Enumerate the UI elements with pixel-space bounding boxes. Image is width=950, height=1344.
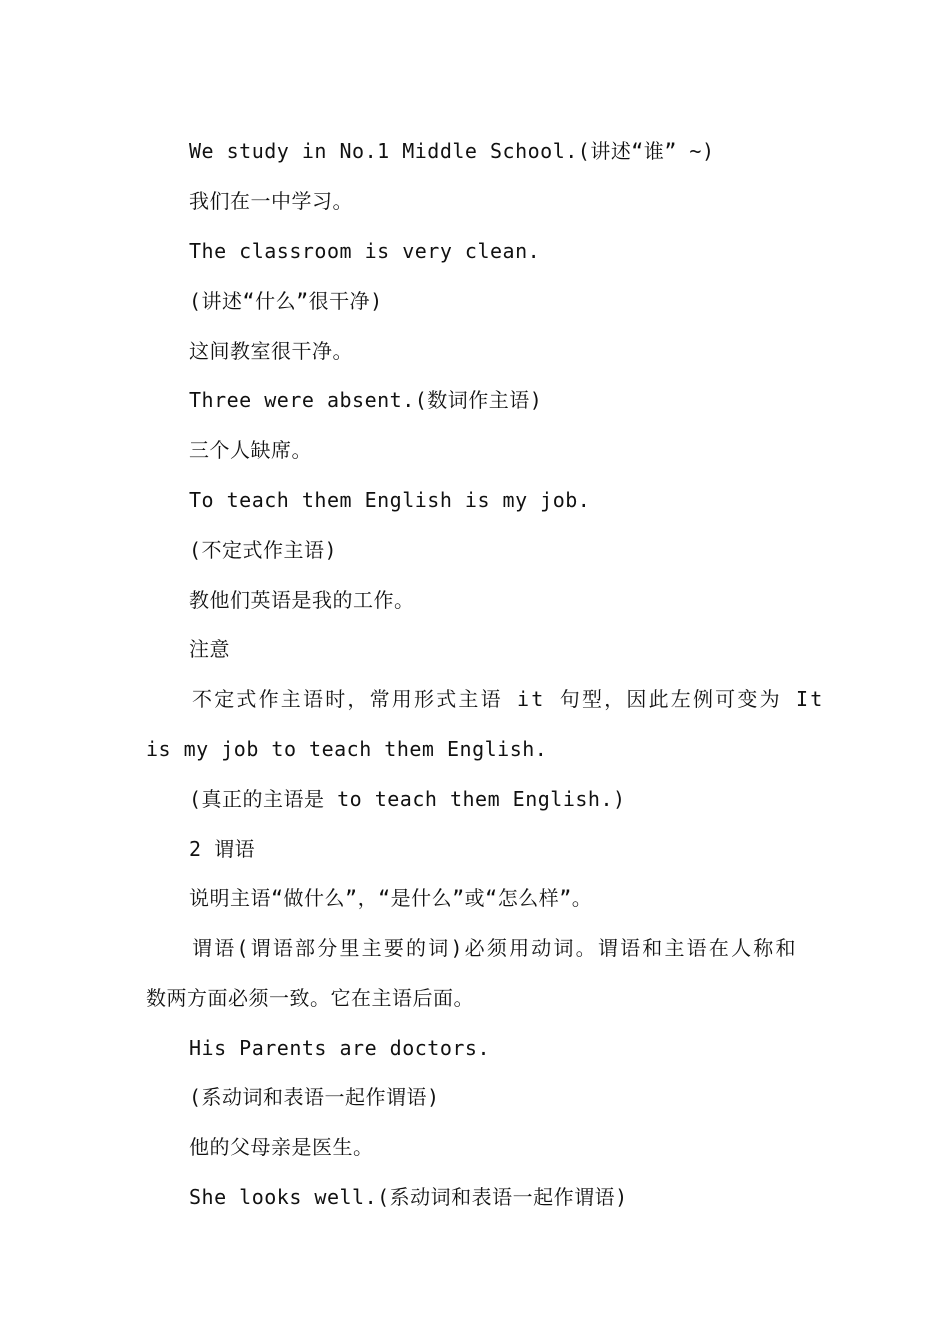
text-line: is my job to teach them English. [146, 737, 548, 761]
text-line: 数两方面必须一致。它在主语后面。 [146, 986, 474, 1010]
text-line: Three were absent.(数词作主语) [189, 388, 543, 412]
text-line: 不定式作主语时，常用形式主语 it 句型，因此左例可变为 It [192, 687, 825, 711]
text-line: 这间教室很干净。 [189, 339, 353, 363]
text-line: 说明主语“做什么”，“是什么”或“怎么样”。 [189, 886, 593, 910]
text-line: 我们在一中学习。 [189, 189, 353, 213]
text-line: (不定式作主语) [189, 538, 338, 562]
text-line: We study in No.1 Middle School.(讲述“谁” ~) [189, 139, 715, 163]
text-line: (讲述“什么”很干净) [189, 289, 383, 313]
text-line: 谓语(谓语部分里主要的词)必须用动词。谓语和主语在人称和 [192, 936, 798, 960]
text-line: To teach them English is my job. [189, 488, 591, 512]
text-line: 教他们英语是我的工作。 [189, 588, 415, 612]
text-line: 注意 [189, 637, 230, 661]
text-line: 2 谓语 [189, 837, 256, 861]
text-line: (系动词和表语一起作谓语) [189, 1085, 440, 1109]
text-line: His Parents are doctors. [189, 1036, 490, 1060]
text-line: 他的父母亲是医生。 [189, 1135, 374, 1159]
text-line: She looks well.(系动词和表语一起作谓语) [189, 1185, 628, 1209]
text-line: 三个人缺席。 [189, 438, 312, 462]
text-line: The classroom is very clean. [189, 239, 541, 263]
text-line: (真正的主语是 to teach them English.) [189, 787, 626, 811]
